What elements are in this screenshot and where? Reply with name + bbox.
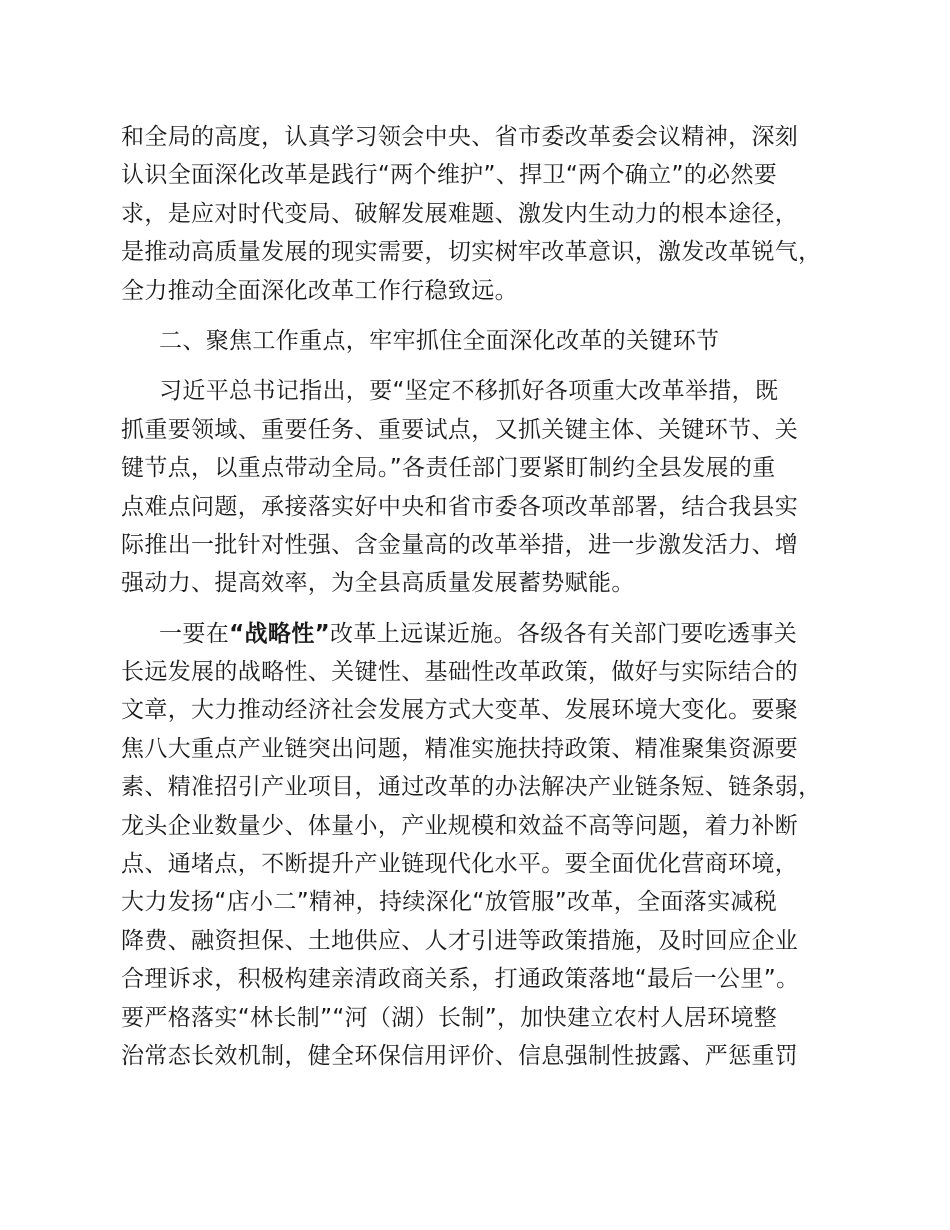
text-line: 习近平总书记指出，要“坚定不移抓好各项重大改革举措，既 (159, 378, 779, 405)
text-line: 键节点，以重点带动全局。”各责任部门要紧盯制约全县发展的重 (121, 455, 776, 482)
text-line: 素、精准招引产业项目，通过改革的办法解决产业链条短、链条弱， (121, 774, 822, 801)
paragraph-2 (121, 372, 861, 602)
text-line: 文章，大力推动经济社会发展方式大变革、发展环境大变化。要聚 (121, 697, 799, 724)
bold-keyword: “战略性” (229, 620, 331, 647)
text-line: 大力发扬“店小二”精神，持续深化“放管服”改革，全面落实减税 (121, 889, 778, 916)
text-line: 焦八大重点产业链突出问题，精准实施扶持政策、精准聚集资源要 (121, 735, 799, 762)
text-line: 全力推动全面深化改革工作行稳致远。 (121, 277, 518, 304)
text-line: 和全局的高度，认真学习领会中央、省市委改革委会议精神，深刻 (121, 124, 799, 150)
text-line: 点难点问题，承接落实好中央和省市委各项改革部署，结合我县实 (121, 493, 799, 520)
paragraph-3 (121, 615, 861, 1076)
text-line: 抓重要领域、重要任务、重要试点，又抓关键主体、关键环节、关 (121, 416, 799, 443)
text-line: 治常态长效机制，健全环保信用评价、信息强制性披露、严惩重罚 (121, 1042, 799, 1069)
text-line: 要严格落实“林长制”“河（湖）长制”，加快建立农村人居环境整 (121, 1004, 778, 1031)
text-line (121, 615, 861, 653)
text-line: 求，是应对时代变局、破解发展难题、激发内生动力的根本途径， (121, 200, 799, 227)
text-line: 认识全面深化改革是践行“两个维护”、捍卫“两个确立”的必然要 (121, 162, 778, 189)
text-line: 龙头企业数量少、体量小，产业规模和效益不高等问题，着力补断 (121, 812, 799, 839)
text-line: 点、通堵点，不断提升产业链现代化水平。要全面优化营商环境， (121, 851, 799, 878)
heading-text: 二、聚焦工作重点，牢牢抓住全面深化改革的关键环节 (159, 327, 720, 354)
document-body (121, 118, 861, 1075)
section-heading (121, 322, 861, 360)
text-line: 长远发展的战略性、关键性、基础性改革政策，做好与实际结合的 (121, 659, 799, 686)
text-line: 强动力、提高效率，为全县高质量发展蓄势赋能。 (121, 570, 635, 597)
text-segment: 一要在 (159, 620, 230, 647)
text-line: 合理诉求，积极构建亲清政商关系，打通政策落地“最后一公里”。 (121, 966, 800, 993)
text-line: 降费、融资担保、土地供应、人才引进等政策措施，及时回应企业 (121, 927, 799, 954)
text-line: 是推动高质量发展的现实需要，切实树牢改革意识，激发改革锐气， (121, 239, 822, 266)
text-segment: 改革上远谋近施。各级各有关部门要吃透事关 (330, 620, 798, 647)
paragraph-1 (121, 118, 861, 310)
text-line: 际推出一批针对性强、含金量高的改革举措，进一步激发活力、增 (121, 531, 799, 558)
